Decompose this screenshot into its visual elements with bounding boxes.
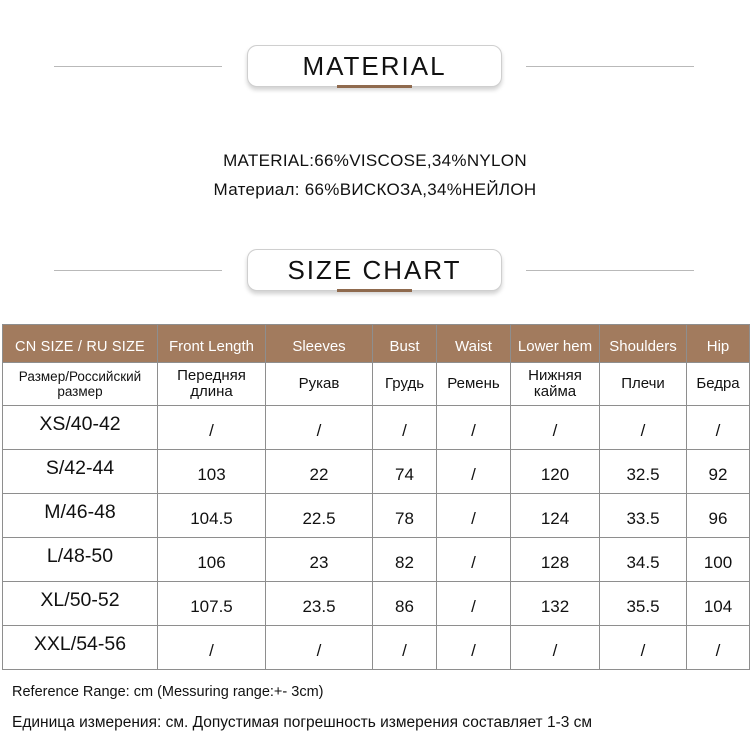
size-chart-title: SIZE CHART	[247, 249, 502, 291]
divider-left	[54, 270, 222, 271]
material-section-header	[0, 45, 750, 105]
size-chart-section-header	[0, 249, 750, 309]
size-label-cell: L/48-50	[3, 538, 158, 582]
measurement-cell: 35.5	[600, 582, 687, 626]
measurement-cell: /	[687, 406, 750, 450]
header-row-ru	[3, 363, 750, 406]
measurement-cell: /	[437, 538, 511, 582]
column-header-en: Shoulders	[600, 325, 687, 363]
measurement-cell: 82	[373, 538, 437, 582]
measurement-cell: /	[373, 626, 437, 670]
table-row	[3, 538, 750, 582]
column-header-en: Hip	[687, 325, 750, 363]
measurement-cell: /	[437, 406, 511, 450]
column-header-ru: Передняя длина	[158, 363, 266, 406]
column-header-en: Waist	[437, 325, 511, 363]
divider-right	[526, 66, 694, 67]
table-row	[3, 582, 750, 626]
measurement-note-ru: Единица измерения: см. Допустимая погрешность измерения составляет 1-3 см	[12, 714, 593, 731]
size-label-cell: XS/40-42	[3, 406, 158, 450]
measurement-cell: /	[687, 626, 750, 670]
measurement-cell: 23	[266, 538, 373, 582]
measurement-cell: 32.5	[600, 450, 687, 494]
size-label-cell: XL/50-52	[3, 582, 158, 626]
measurement-cell: 92	[687, 450, 750, 494]
measurement-cell: 132	[511, 582, 600, 626]
measurement-cell: 34.5	[600, 538, 687, 582]
column-header-en: Bust	[373, 325, 437, 363]
measurement-cell: /	[158, 626, 266, 670]
divider-left	[54, 66, 222, 67]
header-row-en	[3, 325, 750, 363]
measurement-cell: /	[437, 494, 511, 538]
size-chart-table	[2, 324, 750, 670]
measurement-cell: 103	[158, 450, 266, 494]
measurement-cell: 120	[511, 450, 600, 494]
column-header-en: CN SIZE / RU SIZE	[3, 325, 158, 363]
measurement-cell: 86	[373, 582, 437, 626]
measurement-cell: 33.5	[600, 494, 687, 538]
measurement-cell: /	[437, 450, 511, 494]
measurement-cell: 96	[687, 494, 750, 538]
measurement-cell: /	[266, 626, 373, 670]
column-header-ru: Рукав	[266, 363, 373, 406]
measurement-cell: /	[373, 406, 437, 450]
measurement-cell: 23.5	[266, 582, 373, 626]
title-underline	[337, 289, 412, 292]
table-row	[3, 626, 750, 670]
column-header-ru: Грудь	[373, 363, 437, 406]
measurement-cell: 22.5	[266, 494, 373, 538]
measurement-cell: /	[437, 582, 511, 626]
measurement-cell: 22	[266, 450, 373, 494]
column-header-ru: Размер/Российский размер	[3, 363, 158, 406]
table-row	[3, 406, 750, 450]
material-description	[0, 146, 750, 204]
table-row	[3, 450, 750, 494]
column-header-en: Lower hem	[511, 325, 600, 363]
measurement-cell: 100	[687, 538, 750, 582]
measurement-cell: /	[600, 626, 687, 670]
column-header-en: Front Length	[158, 325, 266, 363]
column-header-ru: Бедра	[687, 363, 750, 406]
size-label-cell: M/46-48	[3, 494, 158, 538]
measurement-cell: 104.5	[158, 494, 266, 538]
measurement-cell: /	[266, 406, 373, 450]
table-row	[3, 494, 750, 538]
material-line-ru: Материал: 66%ВИСКОЗА,34%НЕЙЛОН	[213, 180, 537, 199]
measurement-cell: /	[158, 406, 266, 450]
measurement-cell: /	[511, 626, 600, 670]
column-header-en: Sleeves	[266, 325, 373, 363]
measurement-cell: 128	[511, 538, 600, 582]
size-label-cell: XXL/54-56	[3, 626, 158, 670]
title-underline	[337, 85, 412, 88]
reference-range-note: Reference Range: cm (Messuring range:+- 3cm)	[12, 684, 324, 700]
divider-right	[526, 270, 694, 271]
material-line-en: MATERIAL:66%VISCOSE,34%NYLON	[223, 151, 527, 170]
size-label-cell: S/42-44	[3, 450, 158, 494]
material-title: MATERIAL	[247, 45, 502, 87]
measurement-cell: 78	[373, 494, 437, 538]
column-header-ru: Плечи	[600, 363, 687, 406]
measurement-cell: 74	[373, 450, 437, 494]
measurement-cell: /	[511, 406, 600, 450]
measurement-cell: /	[600, 406, 687, 450]
column-header-ru: Нижняя кайма	[511, 363, 600, 406]
measurement-cell: 124	[511, 494, 600, 538]
measurement-cell: /	[437, 626, 511, 670]
measurement-cell: 104	[687, 582, 750, 626]
measurement-cell: 106	[158, 538, 266, 582]
measurement-cell: 107.5	[158, 582, 266, 626]
column-header-ru: Ремень	[437, 363, 511, 406]
